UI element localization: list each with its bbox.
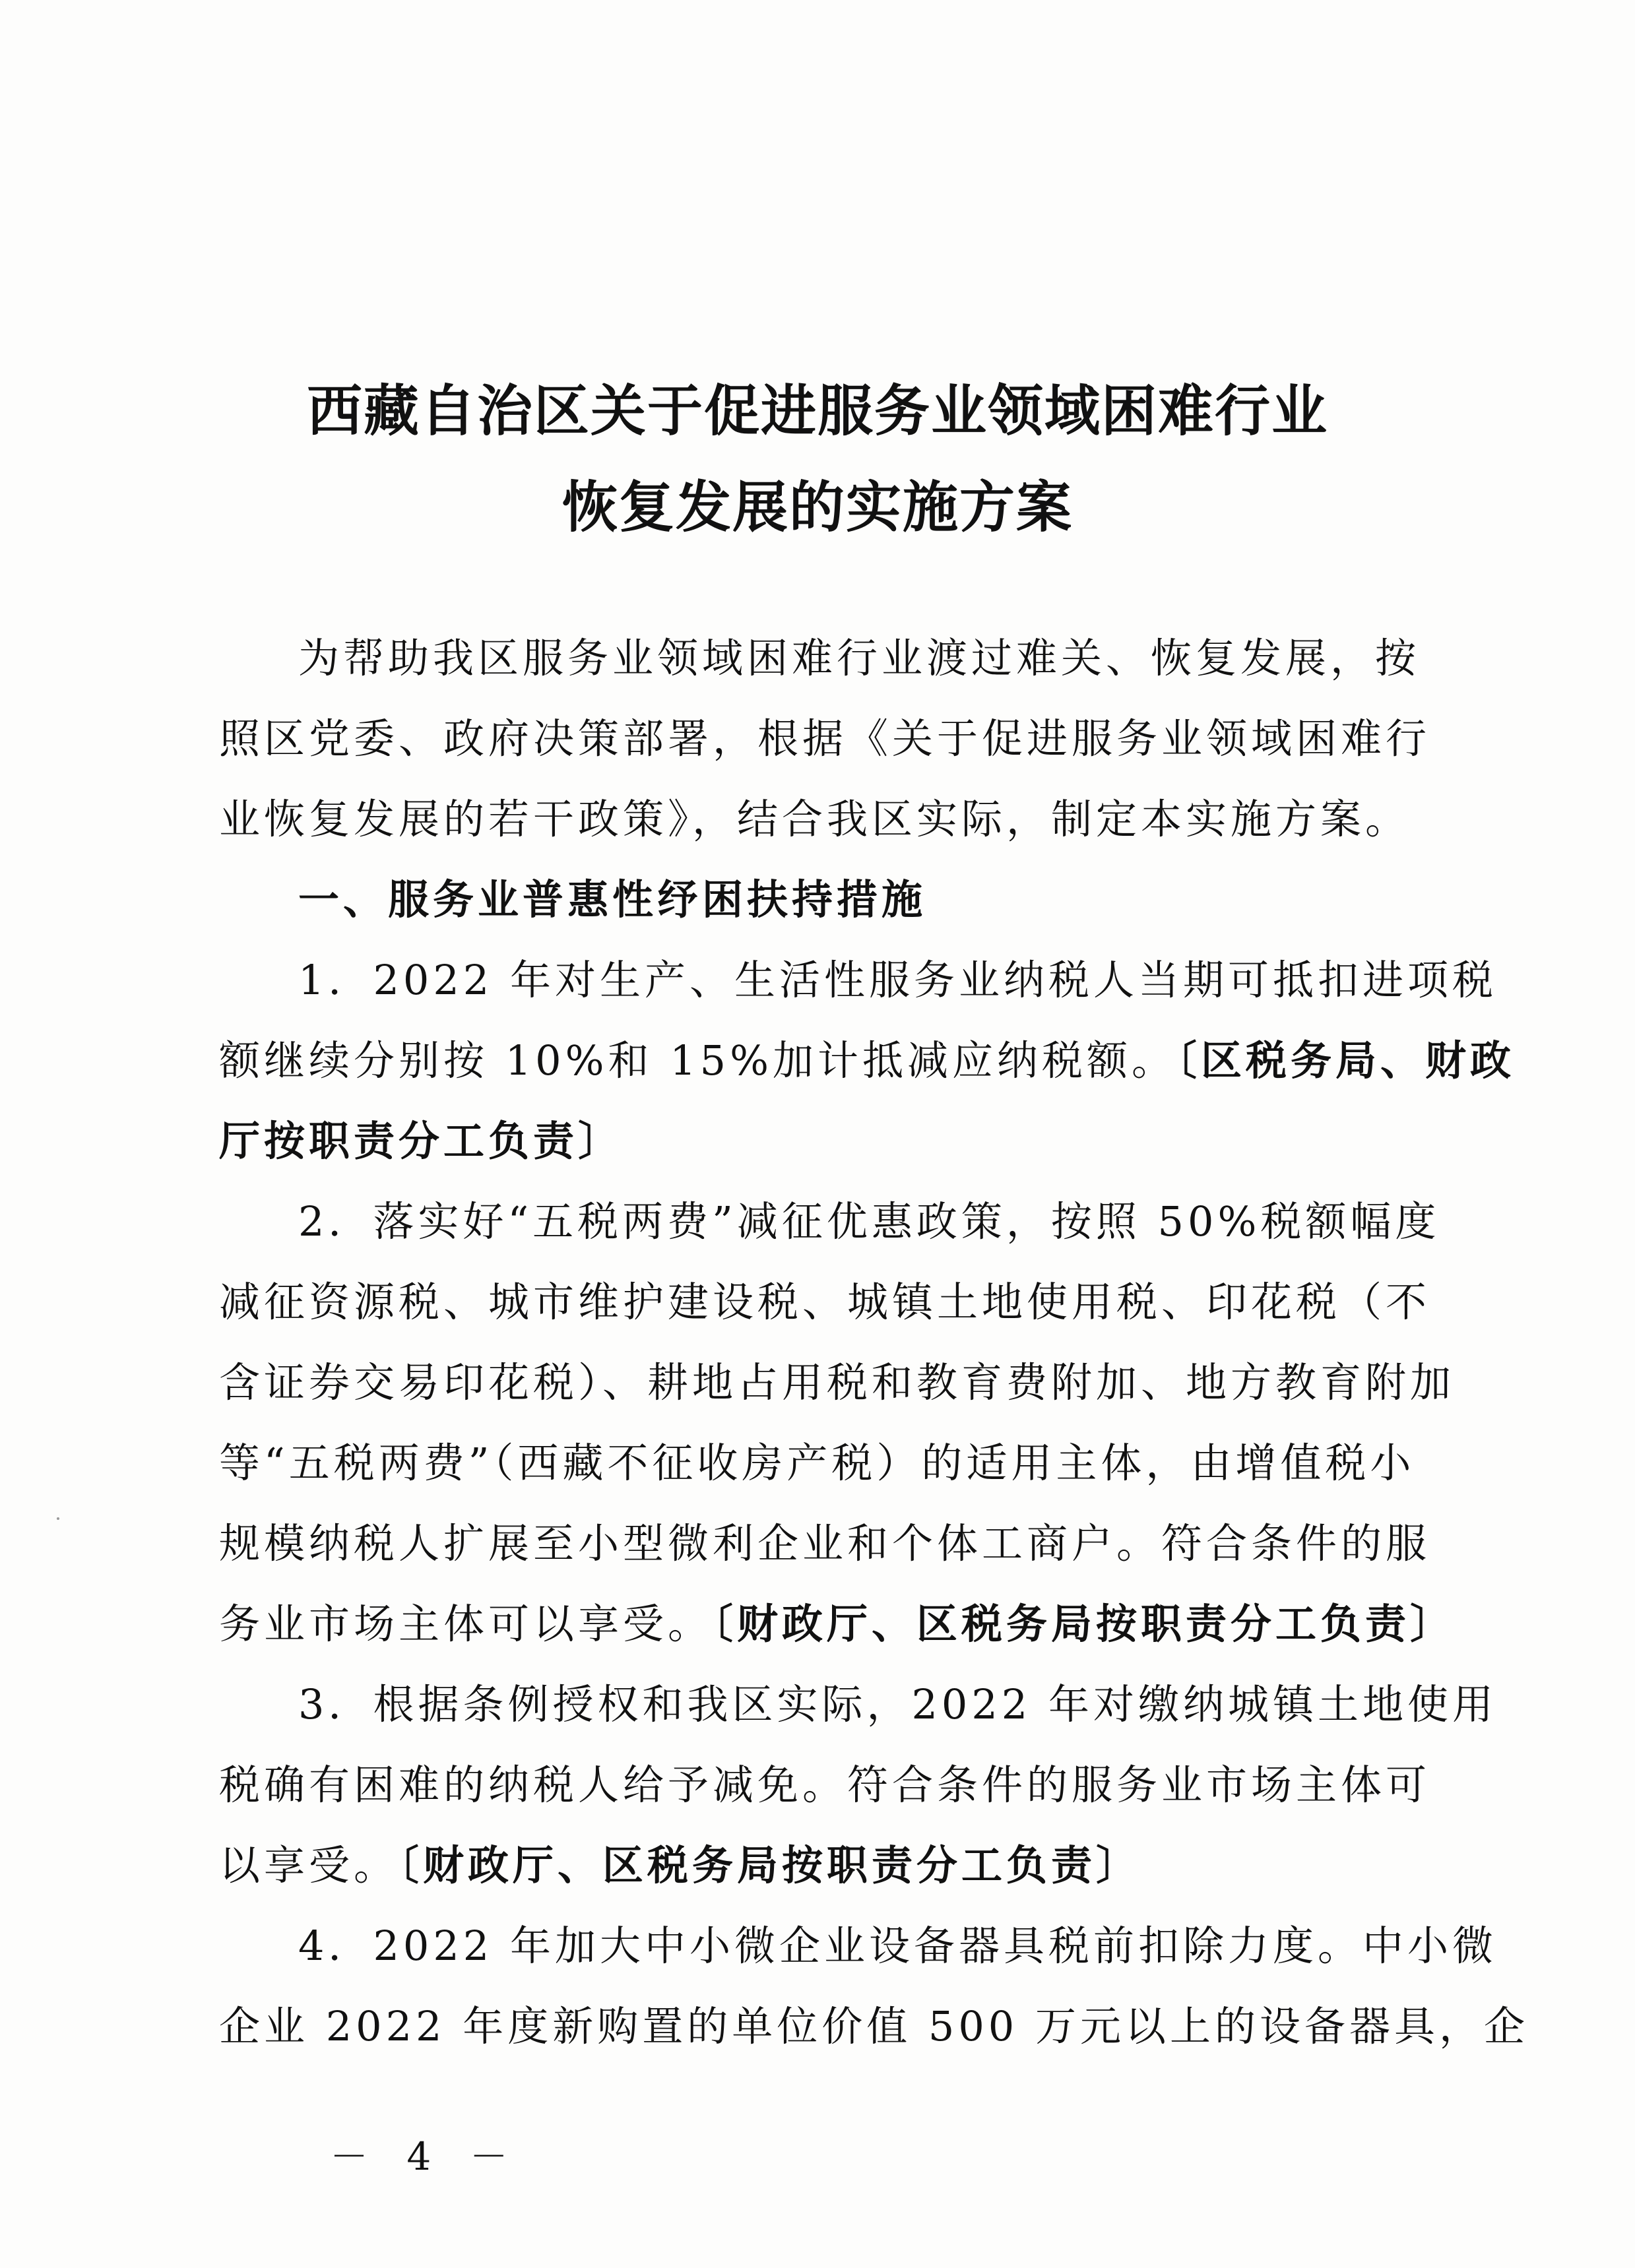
intro-line-1: 为帮助我区服务业领域困难行业渡过难关、恢复发展，按 [298,634,1421,682]
intro-line-2: 照区党委、政府决策部署，根据《关于促进服务业领域困难行 [219,714,1431,763]
item2-line-6 [219,1591,1456,1650]
item1-responsibility: 〔区税务局、财政 [1176,1036,1516,1085]
item1-text: 额继续分别按 10%和 15%加计抵减应纳税额。 [219,1036,1177,1085]
scan-speck [57,1517,59,1520]
item3-responsibility: 〔财政厅、区税务局按职责分工负责〕 [399,1841,1141,1889]
item3-line-1: 3．根据条例授权和我区实际，2022 年对缴纳城镇土地使用 [298,1680,1497,1728]
item3-text: 以享受。 [219,1841,399,1889]
item1-line-2 [219,1028,1516,1087]
item1-line-1: 1．2022 年对生产、生活性服务业纳税人当期可抵扣进项税 [298,956,1497,1004]
item2-line-4: 等“五税两费”（西藏不征收房产税）的适用主体，由增值税小 [219,1439,1415,1487]
item2-text: 务业市场主体可以享受。 [219,1600,713,1648]
item2-line-5: 规模纳税人扩展至小型微利企业和个体工商户。符合条件的服 [219,1519,1431,1567]
document-title-line-1: 西藏自治区关于促进服务业领域困难行业 [306,379,1328,443]
item3-line-2: 税确有困难的纳税人给予减免。符合条件的服务业市场主体可 [219,1761,1431,1809]
page-number: － 4 － [330,2134,521,2179]
item2-line-1: 2．落实好“五税两费”减征优惠政策，按照 50%税额幅度 [298,1197,1440,1245]
item3-line-3 [219,1833,1407,1891]
item2-line-2: 减征资源税、城市维护建设税、城镇土地使用税、印花税（不 [219,1278,1431,1326]
item4-line-2: 企业 2022 年度新购置的单位价值 500 万元以上的设备器具，企 [219,2002,1529,2050]
item2-responsibility: 〔财政厅、区税务局按职责分工负责〕 [713,1600,1456,1648]
section-heading: 一、服务业普惠性纾困扶持措施 [298,875,927,924]
item2-line-3: 含证券交易印花税）、耕地占用税和教育费附加、地方教育附加 [219,1358,1456,1406]
item4-line-1: 4．2022 年加大中小微企业设备器具税前扣除力度。中小微 [298,1922,1497,1970]
document-title-line-2: 恢复发展的实施方案 [561,475,1073,540]
item1-line-3: 厅按职责分工负责〕 [219,1117,624,1165]
intro-line-3: 业恢复发展的若干政策》，结合我区实际，制定本实施方案。 [219,795,1411,843]
